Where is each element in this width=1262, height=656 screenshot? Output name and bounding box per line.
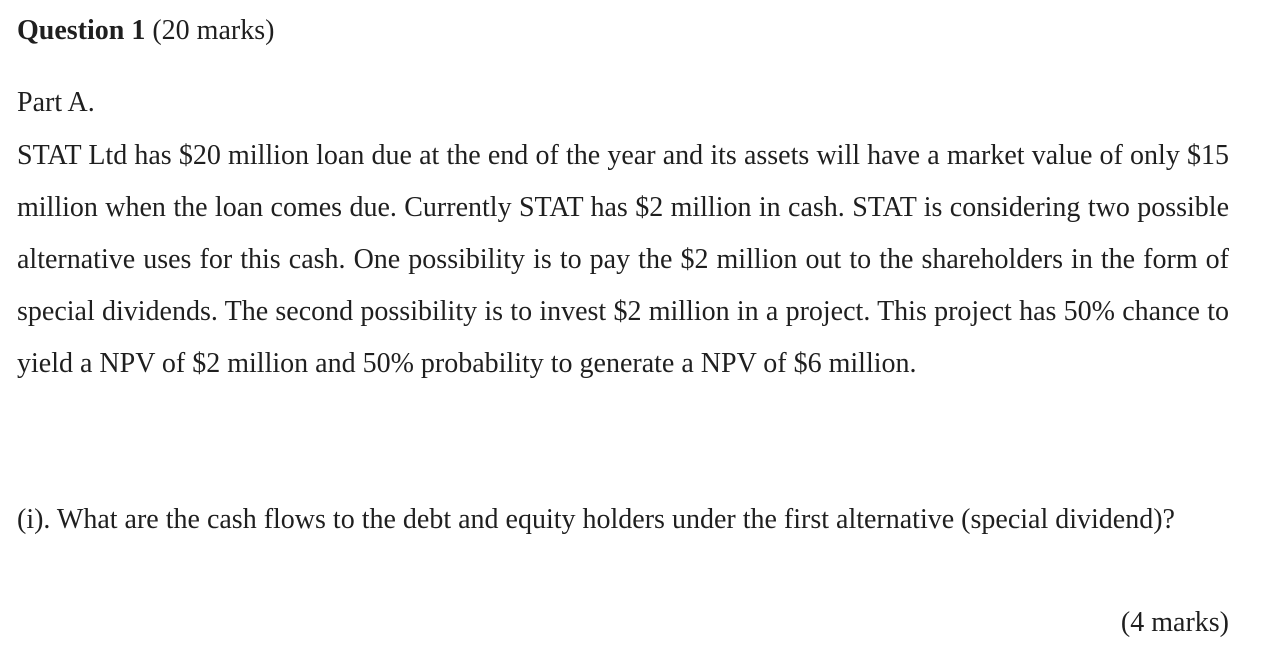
part-a-paragraph: STAT Ltd has $20 million loan due at the end of the year and its assets will have a market value of only $15 million when the loan comes due. Currently STAT has $2 million in cash. STAT is considering two possible alternative uses for this cash. One possibility is to pay the $2 million out to the shareholders in the form of special dividends. The second possibility is to invest $2 million in a project. This project has 50% chance to yield a NPV of $2 million and 50% probability to generate a NPV of $6 million.	[17, 140, 1229, 379]
part-label: Part A.	[17, 87, 95, 118]
question-heading	[17, 14, 274, 48]
question-marks: (20 marks)	[152, 15, 275, 46]
question-title: Question 1	[17, 15, 146, 46]
sub-question-marks: (4 marks)	[1120, 607, 1229, 638]
sub-question-text: (i). What are the cash flows to the debt and equity holders under the first alternative (special dividend)?	[17, 504, 1175, 535]
